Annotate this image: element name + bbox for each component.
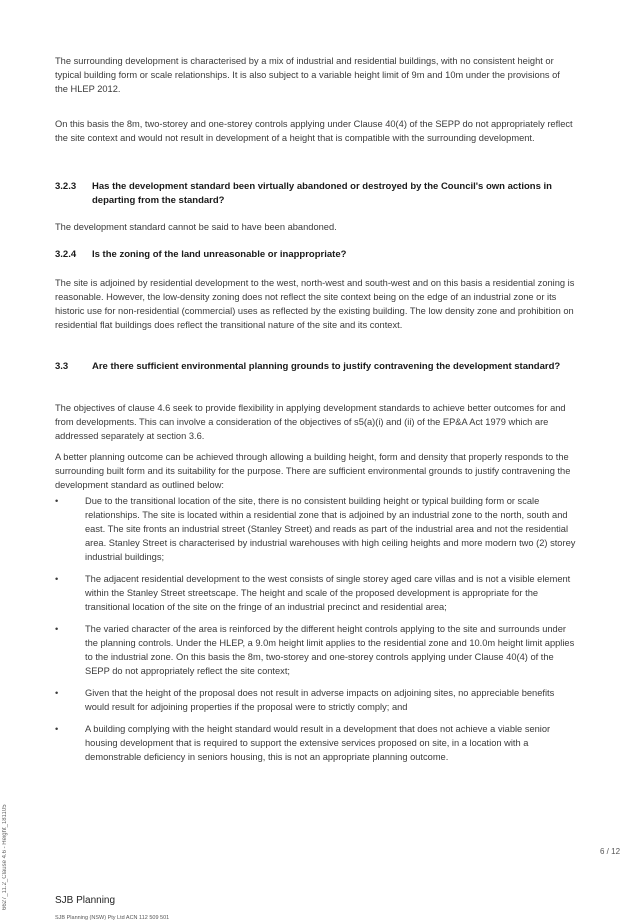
- footer-company-name: SJB Planning: [55, 895, 116, 906]
- grounds-bullet-list: [55, 494, 580, 764]
- paragraph-height-controls: On this basis the 8m, two-storey and one-storey controls applying under Clause 40(4) of the SEPP do not appropriately reflect the site context and would not result in development of a height that is compatible with the surrounding development.: [55, 119, 573, 143]
- paragraph-surrounding-development: The surrounding development is characterised by a mix of industrial and residential buildings, with no consistent height or typical building form or scale relationships. It is also subject to a variable height limit of 9m and 10m under the provisions of the HLEP 2012.: [55, 56, 560, 94]
- heading-number: 3.3: [55, 361, 69, 372]
- bullet-marker: •: [55, 496, 59, 506]
- heading-text: Has the development standard been virtually abandoned or destroyed by the Council's own actions in departing from the standard?: [92, 181, 552, 206]
- list-item: • A building complying with the height standard would result in a development that does not achieve a viable senior housing development that is required to support the extensive services proposed on site, in a location with a demonstrable deficiency in seniors housing, this is not an appropriate planning outcome.: [55, 724, 551, 762]
- bullet-marker: •: [55, 574, 59, 584]
- heading-text: Is the zoning of the land unreasonable or inappropriate?: [92, 249, 347, 260]
- footer-company-details: SJB Planning (NSW) Pty Ltd ACN 112 509 501: [55, 915, 170, 921]
- list-item: • The adjacent residential development to the west consists of single storey aged care villas and is not a visible element within the Stanley Street streetscape. The height and scale of the proposed development is appropriate for the transitional location of the site on the fringe of an industrial precinct and residential area;: [55, 574, 571, 612]
- heading-number: 3.2.3: [55, 181, 77, 192]
- list-item: • Due to the transitional location of the site, there is no consistent building height or typical building form or scale relationships. The site is located within a residential zone that is adjoined by an industrial zone to the north, south and east. The site fronts an industrial street (Stanley Street) and reads as part of the industrial area and not the residential area. Stanley Street is characterised by industrial warehouses with high ceiling heights and more modern two (2) storey industrial buildings;: [55, 496, 576, 562]
- paragraph-better-outcome: A better planning outcome can be achieved through allowing a building height, form and density that properly responds to the surrounding built form and its suitability for the purpose. There are sufficient environmental grounds to justify contravening the development standard as outlined below:: [55, 452, 571, 490]
- paragraph-clause-objectives: The objectives of clause 4.6 seek to provide flexibility in applying development standards to achieve better outcomes for and from developments. This can involve a consideration of the objectives of s5(a)(i) and (ii) of the EP&A Act 1979 which are addressed separately at section 3.6.: [55, 403, 566, 441]
- heading-text: Are there sufficient environmental planning grounds to justify contravening the development standard?: [92, 361, 561, 372]
- document-reference-note: 6627_11.2_Clause 4.6 - Height_181105: [2, 804, 8, 910]
- list-item: • Given that the height of the proposal does not result in adverse impacts on adjoining sites, no appreciable benefits would result for adjoining properties if the proposal were to strictly comply; and: [55, 688, 555, 712]
- list-item: • The varied character of the area is reinforced by the different height controls applying to the site and surrounds under the planning controls. Under the HLEP, a 9.0m height limit applies to the residential zone and 10.0m height limit applies to the industrial zone. On this basis the 8m, two-storey and one-storey controls applying under Clause 40(4) of the SEPP do not appropriately reflect the site context;: [55, 624, 575, 676]
- bullet-marker: •: [55, 688, 59, 698]
- heading-number: 3.2.4: [55, 249, 77, 260]
- paragraph-zoning: The site is adjoined by residential development to the west, north-west and south-west and on this basis a residential zoning is reasonable. However, the low-density zoning does not reflect the site context being on the edge of an industrial zone or its historic use for non-residential (commercial) uses as reflected by the existing building. The low density zone and prohibition on residential flat buildings does reflect the transitional nature of the site and its context.: [55, 278, 575, 330]
- bullet-marker: •: [55, 724, 59, 734]
- bullet-marker: •: [55, 624, 59, 634]
- page-number: 6 / 12: [600, 847, 621, 856]
- paragraph-not-abandoned: The development standard cannot be said to have been abandoned.: [55, 222, 337, 232]
